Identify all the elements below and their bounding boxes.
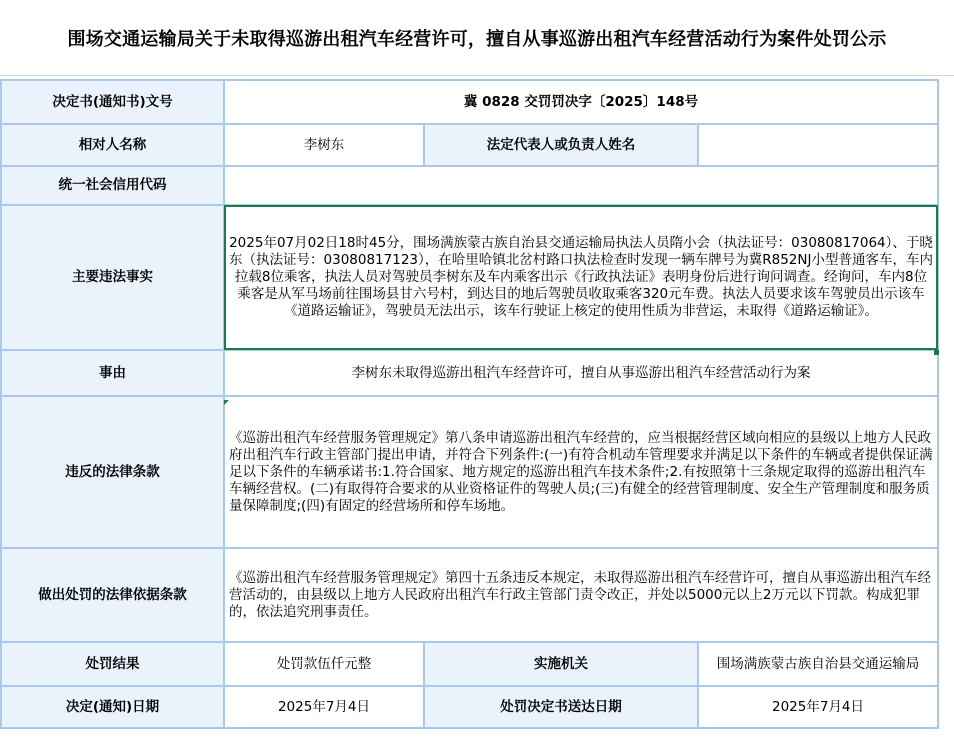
violated-label: 违反的法律条款 [1, 396, 224, 548]
party-label: 相对人名称 [1, 124, 224, 166]
page-title: 围场交通运输局关于未取得巡游出租汽车经营许可，擅自从事巡游出租汽车经营活动行为案件处罚公示 [0, 0, 954, 76]
basis-label: 做出处罚的法律依据条款 [1, 548, 224, 642]
row-decision-no [1, 80, 938, 124]
facts-label: 主要违法事实 [1, 205, 224, 350]
row-basis [1, 548, 938, 642]
penalty-table [0, 79, 939, 729]
row-violated [1, 396, 938, 548]
violated-value[interactable]: 《巡游出租汽车经营服务管理规定》第八条申请巡游出租汽车经营的，应当根据经营区域向相应的县级以上地方人民政府出租汽车行政主管部门提出申请，并符合下列条件:(一)有符合机动车管理要求并满足以下条件的车辆或者提供保证满足以下条件的车辆承诺书:1.符合国家、地方规定的巡游出租汽车技术条件;2.有按照第十三条规定取得的巡游出租汽车车辆经营权。(二)有取得符合要求的从业资格证件的驾驶人员;(三)有健全的经营管理制度、安全生产管理制度和服务质量保障制度;(四)有固定的经营场所和停车场地。 [224, 396, 938, 548]
row-facts [1, 205, 938, 350]
org-label: 实施机关 [424, 642, 698, 686]
row-cause [1, 350, 938, 396]
decision-date-value[interactable]: 2025年7月4日 [224, 686, 424, 728]
selection-fill-handle-icon[interactable] [934, 350, 939, 355]
decision-no-value[interactable]: 冀 0828 交罚罚决字〔2025〕148号 [224, 80, 938, 124]
rep-label: 法定代表人或负责人姓名 [424, 124, 698, 166]
decision-no-label: 决定书(通知书)文号 [1, 80, 224, 124]
cell-comment-indicator-icon [224, 400, 229, 405]
row-dates [1, 686, 938, 728]
basis-value[interactable]: 《巡游出租汽车经营服务管理规定》第四十五条违反本规定，未取得巡游出租汽车经营许可，擅自从事巡游出租汽车经营活动的，由县级以上地方人民政府出租汽车行政主管部门责令改正，并处以5000元以上2万元以下罚款。构成犯罪的，依法追究刑事责任。 [224, 548, 938, 642]
row-result [1, 642, 938, 686]
row-party [1, 124, 938, 166]
served-date-value[interactable]: 2025年7月4日 [698, 686, 938, 728]
credit-code-label: 统一社会信用代码 [1, 166, 224, 205]
result-label: 处罚结果 [1, 642, 224, 686]
org-value[interactable]: 围场满族蒙古族自治县交通运输局 [698, 642, 938, 686]
party-value[interactable]: 李树东 [224, 124, 424, 166]
cause-label: 事由 [1, 350, 224, 396]
facts-value[interactable]: 2025年07月02日18时45分，围场满族蒙古族自治县交通运输局执法人员隋小会（执法证号：03080817064）、于晓东（执法证号：03080817123），在哈里哈镇北岔村路口执法检查时发现一辆车牌号为冀R852NJ小型普通客车，车内拉载8位乘客，执法人员对驾驶员李树东及车内乘客出示《行政执法证》表明身份后进行询问调查。经询问，车内8位乘客是从军马场前往围场县甘六号村，到达目的地后驾驶员收取乘客320元车费。执法人员要求该车驾驶员出示该车《道路运输证》，驾驶员无法出示，该车行驶证上核定的使用性质为非营运，未取得《道路运输证》。 [224, 205, 938, 350]
served-date-label: 处罚决定书送达日期 [424, 686, 698, 728]
credit-code-value[interactable] [224, 166, 938, 205]
decision-date-label: 决定(通知)日期 [1, 686, 224, 728]
row-credit-code [1, 166, 938, 205]
result-value[interactable]: 处罚款伍仟元整 [224, 642, 424, 686]
rep-value[interactable] [698, 124, 938, 166]
cause-value[interactable]: 李树东未取得巡游出租汽车经营许可，擅自从事巡游出租汽车经营活动行为案 [224, 350, 938, 396]
